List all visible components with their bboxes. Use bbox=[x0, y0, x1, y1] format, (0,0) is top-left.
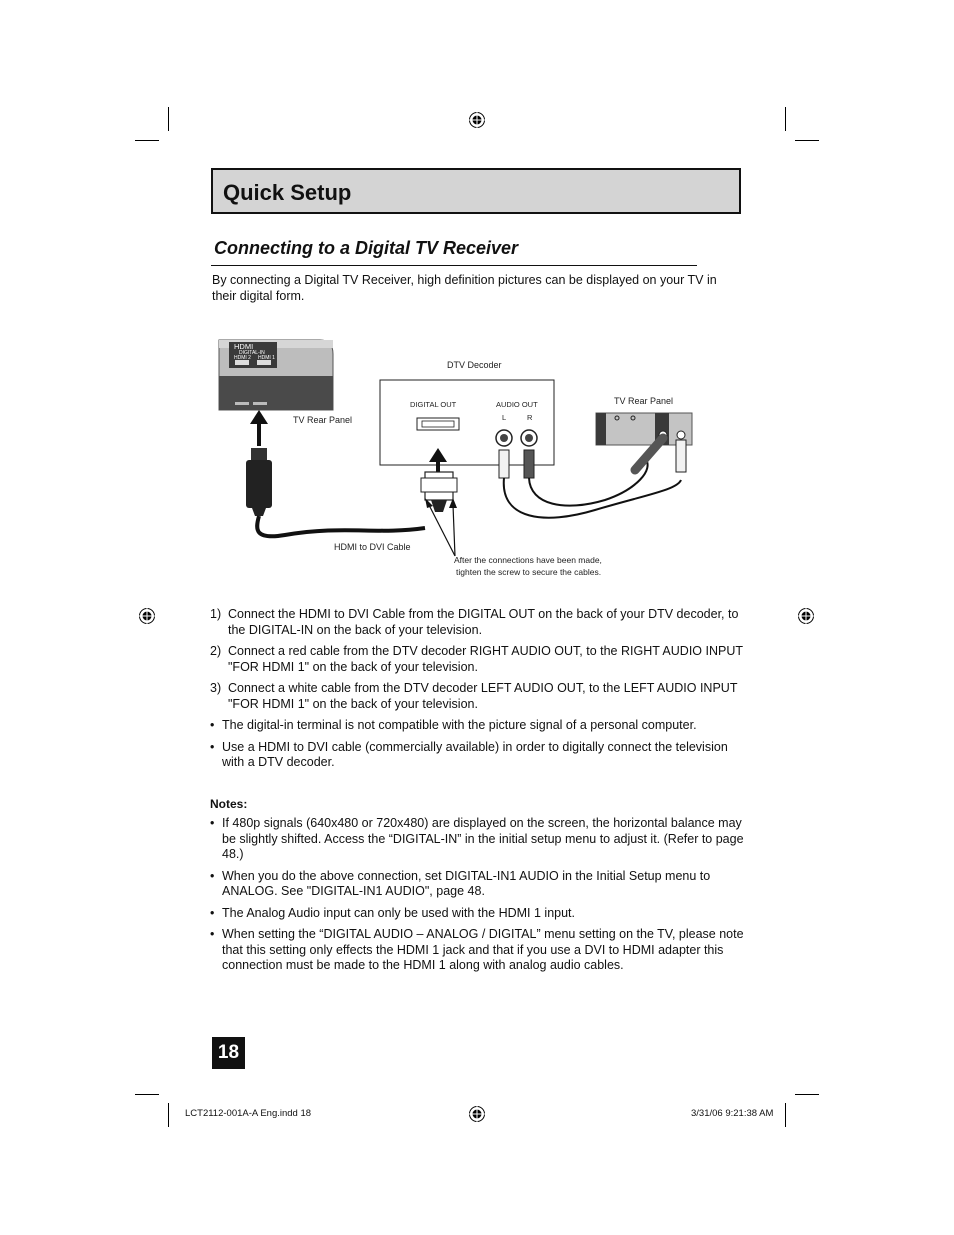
footer-timestamp: 3/31/06 9:21:38 AM bbox=[691, 1108, 774, 1119]
note-text: The Analog Audio input can only be used with the HDMI 1 input. bbox=[222, 905, 576, 920]
registration-mark-icon bbox=[138, 607, 156, 625]
notes-list bbox=[210, 816, 744, 980]
section-title: Connecting to a Digital TV Receiver bbox=[214, 238, 519, 258]
bullet-text: The digital-in terminal is not compatible with the picture signal of a personal computer. bbox=[222, 718, 697, 732]
registration-mark-icon bbox=[468, 111, 486, 129]
audio-out-label: AUDIO OUT bbox=[496, 400, 538, 409]
step-number: 3) bbox=[210, 681, 222, 695]
step-number: 2) bbox=[210, 644, 222, 658]
intro-paragraph: By connecting a Digital TV Receiver, high definition pictures can be displayed on your TV in their digital form. bbox=[212, 273, 717, 303]
digital-out-label: DIGITAL OUT bbox=[410, 400, 457, 409]
list-item bbox=[210, 718, 744, 734]
list-item bbox=[210, 740, 744, 771]
crop-mark bbox=[135, 140, 159, 141]
crop-mark bbox=[785, 1103, 786, 1127]
list-item bbox=[210, 906, 744, 922]
digital-in-text: DIGITAL-IN bbox=[239, 350, 265, 356]
hdmi-plug-icon bbox=[246, 448, 272, 516]
note-text: When setting the “DIGITAL AUDIO – ANALOG / DIGITAL” menu setting on the TV, please note that this setting only effects the HDMI 1 jack and that if you use a DVI to HDMI adapter this connection must be made to the HDMI 1 along with analog audio cables. bbox=[222, 927, 744, 972]
list-item bbox=[210, 869, 744, 900]
hdmi2-text: HDMI 2 bbox=[234, 355, 251, 361]
arrow-up-icon bbox=[250, 410, 268, 446]
screw-note-line2: tighten the screw to secure the cables. bbox=[456, 567, 602, 577]
step-text: Connect a red cable from the DTV decoder RIGHT AUDIO OUT, to the RIGHT AUDIO INPUT "FOR HDMI 1" on the back of your television. bbox=[228, 644, 743, 674]
hdmi1-text: HDMI 1 bbox=[258, 355, 275, 361]
crop-mark bbox=[168, 107, 169, 131]
bullet: • bbox=[210, 739, 215, 754]
footer-filename: LCT2112-001A-A Eng.indd 18 bbox=[185, 1108, 312, 1119]
step-number: 1) bbox=[210, 607, 222, 621]
list-item bbox=[210, 644, 744, 675]
hdmi-to-dvi-cable-label: HDMI to DVI Cable bbox=[334, 542, 411, 552]
note-text: When you do the above connection, set DIGITAL-IN1 AUDIO in the Initial Setup menu to ANALOG. See "DIGITAL-IN1 AUDIO", page 48. bbox=[222, 868, 711, 898]
crop-mark bbox=[135, 1094, 159, 1095]
bullet: • bbox=[210, 905, 215, 920]
audio-r-label: R bbox=[527, 413, 533, 422]
hdmi-logo-text: HDMI bbox=[234, 342, 254, 351]
screw-note-line1: After the connections have been made, bbox=[454, 555, 602, 565]
steps-list bbox=[210, 607, 744, 777]
bullet: • bbox=[210, 718, 215, 732]
crop-mark bbox=[795, 140, 819, 141]
notes-heading: Notes: bbox=[210, 797, 248, 811]
audio-l-label: L bbox=[502, 413, 507, 422]
section-divider bbox=[211, 265, 697, 266]
tv-rear-panel-left-label: TV Rear Panel bbox=[293, 415, 353, 425]
registration-mark-icon bbox=[468, 1105, 486, 1123]
step-text: Connect the HDMI to DVI Cable from the DIGITAL OUT on the back of your DTV decoder, to the DIGITAL-IN on the back of your television. bbox=[228, 607, 739, 637]
list-item bbox=[210, 927, 744, 974]
tv-rear-panel-right-label: TV Rear Panel bbox=[614, 396, 674, 406]
crop-mark bbox=[795, 1094, 819, 1095]
dtv-decoder-label: DTV Decoder bbox=[447, 360, 502, 370]
note-text: If 480p signals (640x480 or 720x480) are displayed on the screen, the horizontal balance may be slightly shifted. Access the “DIGITAL-IN” in the initial setup menu to adjust it. (Refer to page 48.) bbox=[222, 816, 744, 861]
bullet: • bbox=[210, 927, 215, 941]
list-item bbox=[210, 816, 744, 863]
header-bar bbox=[211, 168, 741, 214]
bullet: • bbox=[210, 868, 215, 883]
crop-mark bbox=[785, 107, 786, 131]
step-text: Connect a white cable from the DTV decoder LEFT AUDIO OUT, to the LEFT AUDIO INPUT "FOR HDMI 1" on the back of your television. bbox=[228, 681, 738, 711]
page-number: 18 bbox=[212, 1037, 245, 1069]
registration-mark-icon bbox=[797, 607, 815, 625]
bullet-text: Use a HDMI to DVI cable (commercially available) in order to digitally connect the television with a DTV decoder. bbox=[222, 739, 728, 769]
list-item bbox=[210, 607, 744, 638]
page-title: Quick Setup bbox=[223, 180, 352, 205]
bullet: • bbox=[210, 816, 215, 830]
crop-mark bbox=[168, 1103, 169, 1127]
list-item bbox=[210, 681, 744, 712]
